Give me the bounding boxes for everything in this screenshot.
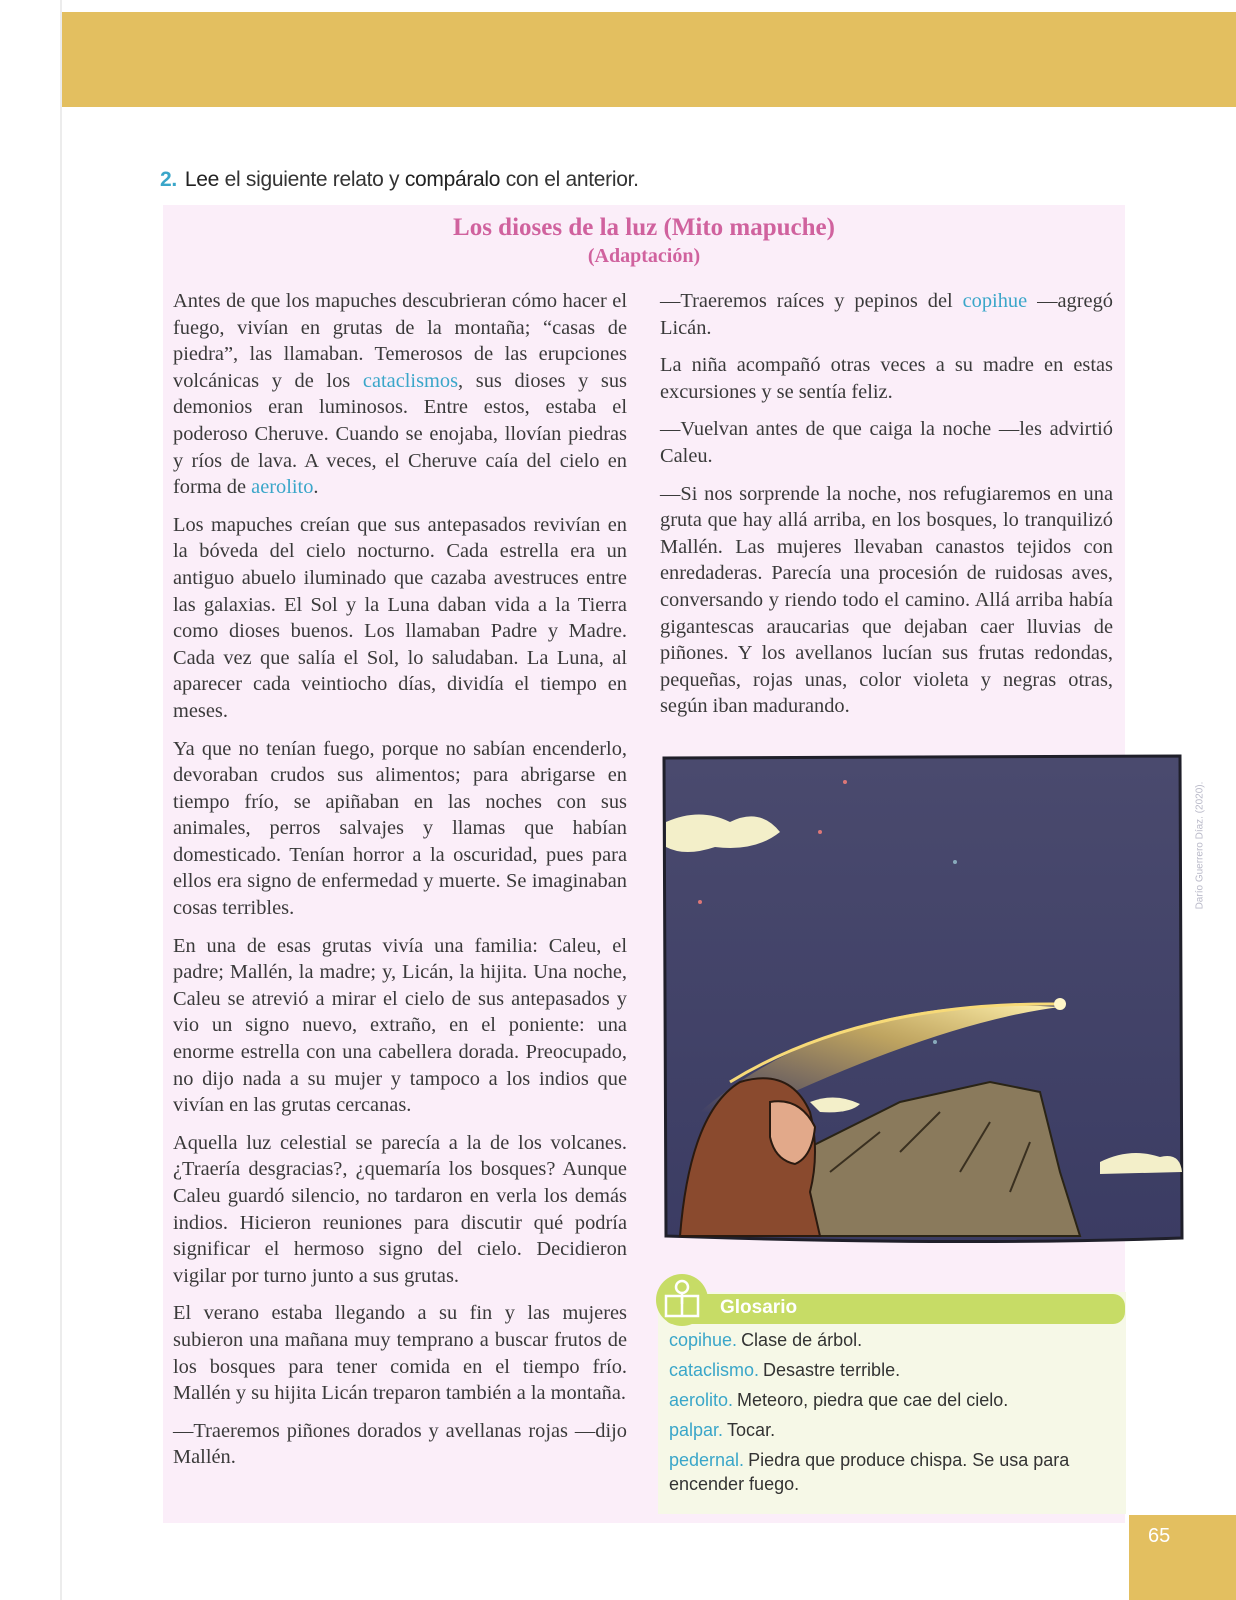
glossary-term: aerolito. (669, 1390, 734, 1410)
glossary-entry (669, 1448, 1089, 1496)
text-run: —Traeremos raíces y pepinos del (660, 290, 953, 312)
glossary-definition: Tocar. (727, 1420, 776, 1440)
story-paragraph: Ya que no tenían fuego, porque no sabían encenderlo, devoraban crudos sus alimentos; para abrigarse en tiempo frío, se apiñaban en las noches con sus animales, perros salvajes y llamas que habían domesticado. Tenían horror a la oscuridad, pues para ellos era signo de enfermedad y muerte. Se imaginaban cosas terribles. (173, 737, 627, 920)
story-title: Los dioses de la luz (Mito mapuche) (453, 214, 835, 241)
story-paragraph (173, 288, 627, 501)
header-band (62, 12, 1236, 107)
story-paragraph: —Vuelvan antes de que caiga la noche —les advirtió Caleu. (660, 418, 1113, 467)
glossary-term: pedernal. (669, 1450, 745, 1470)
glossary-term: copihue. (669, 1330, 738, 1350)
story-subtitle: (Adaptación) (587, 245, 701, 267)
text-run: . (313, 476, 319, 499)
glossary-list (669, 1328, 1089, 1502)
activity-number: 2. (160, 168, 177, 191)
instruction-middle: el siguiente relato y (224, 168, 400, 191)
text-run: , sus dioses y sus demonios eran luminosos. Entre estos, estaba el poderoso Cheruve. Cuando se enojaba, llovían piedras y ríos de lava. A veces, el Cheruve caía del cielo en forma de (173, 369, 627, 499)
glossary-term-link[interactable]: copihue (962, 290, 1028, 312)
glossary-term-link[interactable]: cataclismos (362, 369, 459, 392)
star (843, 780, 847, 784)
glossary-entry (669, 1388, 1089, 1412)
story-paragraph: Los mapuches creían que sus antepasados revivían en la bóveda del cielo nocturno. Cada estrella era un antiguo abuelo iluminado que cazaba avestruces entre las galaxias. El Sol y la Luna daban vida a la Tierra como dioses buenos. Los llamaban Padre y Madre. Cada vez que salía el Sol, lo saludaban. La Luna, al aparecer cada veintiocho días, dividía el tiempo en meses. (173, 513, 627, 722)
story-paragraph: Aquella luz celestial se parecía a la de los volcanes. ¿Traería desgracias?, ¿quemaría los bosques? Aunque Caleu guardó silencio, no tardaron en verla los demás indios. Hicieron reuniones para discutir qué podría significar el hermoso signo del cielo. Decidieron vigilar por turno junto a sus grutas. (173, 1131, 627, 1287)
story-paragraph: El verano estaba llegando a su fin y las mujeres subieron una mañana muy temprano a buscar frutos de los bosques para tener comida en el tiempo frío. Mallén y su hijita Licán treparon también a la montaña. (173, 1302, 627, 1405)
glossary-entry (669, 1328, 1089, 1352)
star (953, 860, 957, 864)
glossary-entry (669, 1418, 1089, 1442)
story-column-right (660, 288, 1113, 731)
page-edge (60, 0, 62, 1600)
comet-illustration (660, 752, 1190, 1250)
story-paragraph: —Si nos sorprende la noche, nos refugiaremos en una gruta que hay allá arriba, en los bosques, lo tranquilizó Mallén. Las mujeres llevaban canastos tejidos con enredaderas. Parecía una procesión de ruidosas aves, conversando y riendo todo el camino. Allá arriba había gigantescas araucarias que dejaban caer lluvias de piñones. Y los avellanos lucían sus frutas redondas, pequeñas, rojas unas, color violeta y negras otras, según iban madurando. (660, 482, 1113, 718)
glossary-term-link[interactable]: aerolito (251, 476, 314, 499)
story-column-left (173, 288, 627, 1482)
page-number: 65 (1148, 1525, 1171, 1547)
story-paragraph: —Traeremos piñones dorados y avellanas rojas —dijo Mallén. (173, 1419, 627, 1469)
star (818, 830, 822, 834)
glossary-title: Glosario (720, 1297, 798, 1318)
story-paragraph: La niña acompañó otras veces a su madre en estas excursiones y se sentía feliz. (660, 354, 1113, 403)
glossary-term: cataclismo. (669, 1360, 760, 1380)
book-icon (654, 1272, 710, 1328)
text-run: Antes de que los mapuches descubrieran cómo hacer el fuego, vivían en grutas de la montaña; “casas de piedra”, las llamaban. Temerosos de las erupciones volcánicas y de los (173, 290, 627, 392)
story-paragraph: En una de esas grutas vivía una familia: Caleu, el padre; Mallén, la madre; y, Licán, la hijita. Una noche, Caleu se atrevió a mirar el cielo de sus antepasados y vio un signo nuevo, extraño, en el poniente: una enorme estrella con una cabellera dorada. Preocupado, no dijo nada a su mujer y tampoco a los indios que vivían en las grutas cercanas. (173, 934, 627, 1117)
glossary-definition: Clase de árbol. (741, 1330, 863, 1350)
glossary-entry (669, 1358, 1089, 1382)
glossary-definition: Piedra que produce chispa. Se usa para encender fuego. (669, 1450, 1070, 1494)
instruction-end: con el anterior. (505, 168, 639, 191)
illustration-credit: Darío Guerrero Díaz. (2020). (1194, 781, 1206, 910)
instruction-verb-compare: compáralo (404, 168, 501, 191)
activity-instruction (160, 168, 639, 192)
star (933, 1040, 937, 1044)
text-run: —agregó Licán. (660, 290, 1113, 339)
comet-head (1054, 998, 1066, 1010)
glossary-term: palpar. (669, 1420, 724, 1440)
glossary-definition: Desastre terrible. (763, 1360, 901, 1380)
story-paragraph (660, 288, 1113, 341)
page-number-tab (1129, 1515, 1236, 1600)
instruction-verb-read: Lee (184, 168, 220, 191)
glossary-definition: Meteoro, piedra que cae del cielo. (737, 1390, 1009, 1410)
star (698, 900, 702, 904)
